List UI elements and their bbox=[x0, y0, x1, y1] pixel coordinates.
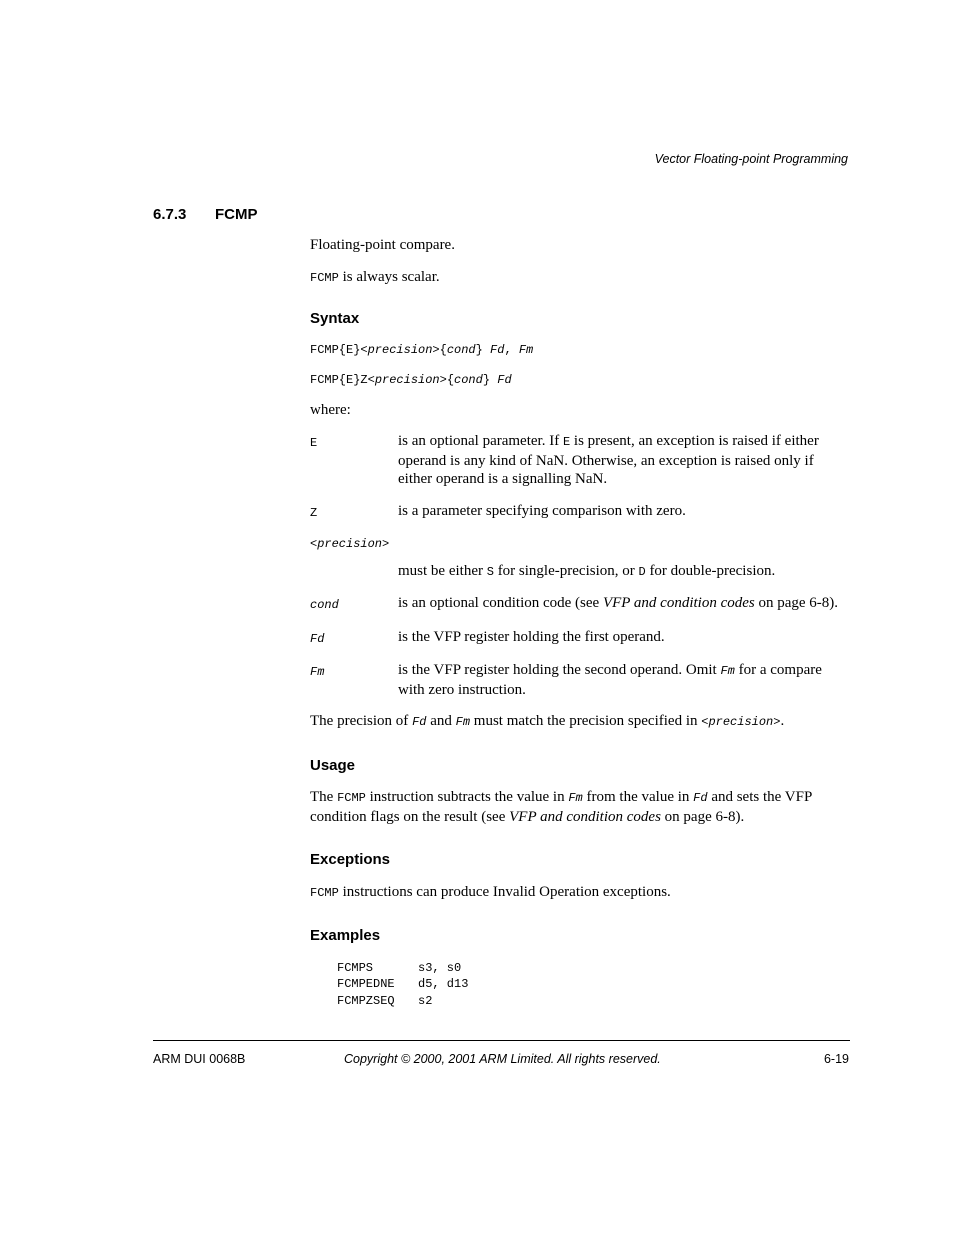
usage-text bbox=[310, 788, 850, 826]
text: is always scalar. bbox=[338, 268, 440, 285]
param-term: Fd bbox=[310, 631, 325, 646]
param-e bbox=[310, 432, 850, 489]
example-operands: s2 bbox=[418, 993, 433, 1008]
text: is the VFP register holding the second operand. Omit bbox=[398, 662, 721, 678]
code-part: FCMP{E}< bbox=[310, 342, 368, 357]
param-description-precision bbox=[398, 562, 850, 582]
inline-code: Fm bbox=[568, 791, 583, 805]
inline-code: Fd bbox=[693, 791, 708, 805]
running-header: Vector Floating-point Programming bbox=[654, 152, 848, 166]
text: and bbox=[426, 713, 456, 729]
inline-code: Fm bbox=[720, 664, 735, 678]
footer-doc-id: ARM DUI 0068B bbox=[153, 1052, 246, 1066]
code-part: , bbox=[504, 342, 519, 357]
param-description: is the VFP register holding the first operand. bbox=[398, 628, 665, 645]
inline-code: Fm bbox=[455, 715, 471, 729]
text: for a compare with zero instruction. bbox=[398, 662, 822, 698]
parameter-list bbox=[310, 432, 850, 522]
text: is an optional parameter. If bbox=[398, 433, 563, 449]
code-param: cond bbox=[446, 342, 476, 357]
where-label: where: bbox=[310, 401, 351, 418]
code-part: FCMP{E}Z< bbox=[310, 373, 375, 387]
text: The bbox=[310, 789, 338, 805]
inline-code: S bbox=[486, 564, 494, 579]
text: and sets the VFP condition flags on the result (see bbox=[310, 789, 812, 825]
inline-code: FCMP bbox=[337, 791, 366, 805]
footer-page-number: 6-19 bbox=[823, 1052, 849, 1066]
param-cond bbox=[310, 594, 850, 615]
intro-description: Floating-point compare. bbox=[310, 237, 455, 253]
inline-code: FCMP bbox=[310, 885, 339, 900]
code-param: precision bbox=[374, 373, 440, 387]
example-operands: d5, d13 bbox=[418, 977, 469, 991]
cross-reference: VFP and condition codes bbox=[602, 595, 755, 611]
example-opcode: FCMPZSEQ bbox=[337, 993, 395, 1008]
parameter-list-continued bbox=[310, 594, 850, 699]
code-part: >{ bbox=[439, 373, 455, 387]
footer-rule bbox=[153, 1040, 850, 1041]
param-term-precision: <precision> bbox=[310, 537, 390, 551]
code-example-line bbox=[337, 976, 850, 993]
section-body bbox=[310, 236, 850, 1009]
section-heading bbox=[153, 206, 258, 223]
exceptions-text bbox=[310, 883, 850, 903]
code-param: cond bbox=[454, 373, 483, 387]
param-description bbox=[398, 432, 850, 489]
exceptions-heading: Exceptions bbox=[310, 851, 391, 868]
code-part: } bbox=[475, 342, 491, 357]
text: is present, an exception is raised if either operand is any kind of NaN. Otherwise, an exception is raised only if either operand is a signalling NaN. bbox=[398, 433, 819, 487]
code-part: >{ bbox=[432, 342, 447, 357]
param-term: Z bbox=[310, 505, 318, 520]
param-description bbox=[398, 594, 850, 615]
text: is an optional condition code (see bbox=[398, 595, 603, 611]
code-param: precision bbox=[367, 342, 433, 357]
section-title: FCMP bbox=[215, 206, 258, 223]
code-example-block bbox=[337, 960, 850, 1010]
footer-copyright: Copyright © 2000, 2001 ARM Limited. All rights reserved. bbox=[344, 1052, 661, 1066]
text: . bbox=[780, 713, 785, 729]
param-description bbox=[398, 661, 850, 699]
inline-code: Fd bbox=[412, 715, 427, 729]
text: instruction subtracts the value in bbox=[365, 789, 569, 805]
section-number: 6.7.3 bbox=[153, 206, 187, 223]
syntax-heading: Syntax bbox=[310, 310, 360, 327]
inline-code: FCMP bbox=[310, 270, 339, 285]
inline-code: <precision> bbox=[701, 715, 781, 729]
code-param: Fm bbox=[518, 342, 534, 357]
code-param: Fd bbox=[490, 342, 505, 357]
text: instructions can produce Invalid Operation exceptions. bbox=[338, 883, 671, 900]
text: The precision of bbox=[310, 713, 413, 729]
syntax-form-1 bbox=[310, 341, 850, 360]
example-opcode: FCMPS bbox=[337, 960, 374, 975]
inline-code: E bbox=[562, 435, 571, 449]
example-operands: s3, s0 bbox=[418, 960, 462, 975]
intro-scalar-note bbox=[310, 268, 850, 288]
syntax-form-2 bbox=[310, 371, 850, 390]
param-z bbox=[310, 502, 850, 523]
code-example-line bbox=[337, 960, 850, 977]
example-opcode: FCMPEDNE bbox=[337, 977, 395, 991]
param-fd bbox=[310, 628, 850, 649]
param-term: Fm bbox=[310, 665, 325, 679]
text: on page 6-8). bbox=[660, 808, 745, 825]
code-example-line bbox=[337, 993, 850, 1010]
cross-reference: VFP and condition codes bbox=[509, 808, 661, 825]
precision-note bbox=[310, 712, 850, 732]
param-description: is a parameter specifying comparison with zero. bbox=[398, 502, 686, 519]
code-param: Fd bbox=[497, 373, 512, 387]
param-term: cond bbox=[310, 598, 339, 612]
text: on page 6-8). bbox=[754, 595, 839, 611]
param-fm bbox=[310, 661, 850, 699]
text: must be either bbox=[398, 562, 487, 579]
usage-heading: Usage bbox=[310, 756, 356, 774]
text: for single-precision, or bbox=[493, 562, 639, 579]
text: from the value in bbox=[582, 789, 694, 805]
text: for double-precision. bbox=[645, 562, 776, 579]
text: must match the precision specified in bbox=[470, 713, 702, 729]
inline-code: D bbox=[638, 564, 646, 579]
examples-heading: Examples bbox=[310, 927, 381, 944]
code-part: } bbox=[482, 373, 498, 387]
param-term: E bbox=[310, 436, 318, 450]
